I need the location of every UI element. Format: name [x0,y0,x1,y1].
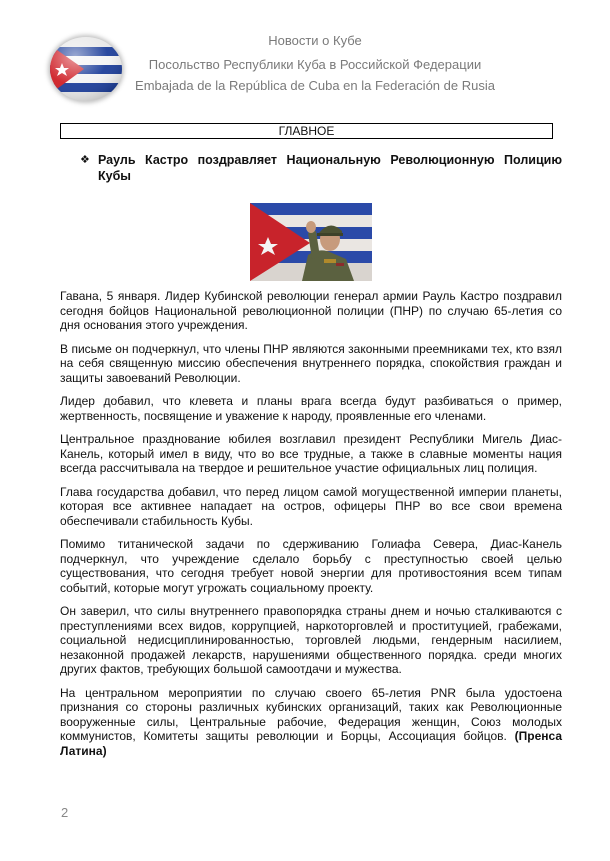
article-paragraph: Центральное празднование юбилея возглавил президент Республики Мигель Диас-Канель, который имел в виду, что во все трудные, а также в славные моменты нация всегда рассчитывала на твердое и решительное участие официальных лиц полиция. [60,432,562,475]
cuban-flag-logo [50,37,122,101]
article-body [60,289,562,767]
diamond-bullet-icon: ❖ [80,154,90,166]
article-paragraph: Он заверил, что силы внутреннего правопорядка страны днем и ночью сталкиваются с преступлениями всех видов, коррупцией, наркоторговлей и проституцией, грабежами, социальной недисциплинированностью, торговлей людьми, гендерным насилием, незаконной продажей лекарств, нарушениями общественного порядка. среди многих других фактов, требующих большой самоотдачи и мужества. [60,604,562,676]
header-embassy-es: Embajada de la República de Cuba en la Federación de Rusia [135,78,495,93]
article-paragraph: Гавана, 5 января. Лидер Кубинской революции генерал армии Рауль Кастро поздравил сегодня бойцов Национальной революционной полиции (ПНР) по случаю 65-летия со дня основания этого учреждения. [60,289,562,332]
article-paragraph-last [60,686,562,759]
section-title: ГЛАВНОЕ [278,124,335,138]
page-number: 2 [61,805,69,820]
section-title-box [60,123,553,139]
article-paragraph: Глава государства добавил, что перед лицом самой могущественной империи планеты, которая все активнее нападает на остров, офицеры ПНР во все свои времена обеспечивали стабильность Кубы. [60,484,562,528]
article-photo [250,203,372,281]
header-title: Новости о Кубе [268,33,362,48]
article-paragraph-last-text: На центральном мероприятии по случаю своего 65-летия PNR была удостоена признания со стороны различных кубинских организаций, таких как Революционные вооруженные силы, Центральные рабочие, Федерация женщин, Союз молодых коммунистов, Комитеты защиты революции и Борцы, Ассоциация бойцов. [60,685,562,743]
headline-text: Рауль Кастро поздравляет Национальную Революционную Полицию Кубы [98,153,562,183]
article-source: (Пренса Латина) [60,729,562,758]
header-embassy-ru: Посольство Республики Куба в Российской Федерации [148,57,482,72]
article-paragraph: Лидер добавил, что клевета и планы врага всегда будут разбиваться о пример, жертвенность, посвящение и уважение к народу, проявленные его членами. [60,394,562,423]
cuban-flag-icon [50,37,122,101]
article-headline [80,152,562,184]
article-paragraph: Помимо титанической задачи по сдерживанию Голиафа Севера, Диас-Канель подчеркнул, что учреждение сделало борьбу с преступностью своей целью существования, что сегодня требует новой энергии для противостояния всем типам событий, которые могут угрожать социальному проекту. [60,537,562,595]
article-paragraph: В письме он подчеркнул, что члены ПНР являются законными преемниками тех, кто взял на себя священную миссию обеспечения внутреннего порядка, спокойствия граждан и защиты завоеваний Революции. [60,341,562,385]
